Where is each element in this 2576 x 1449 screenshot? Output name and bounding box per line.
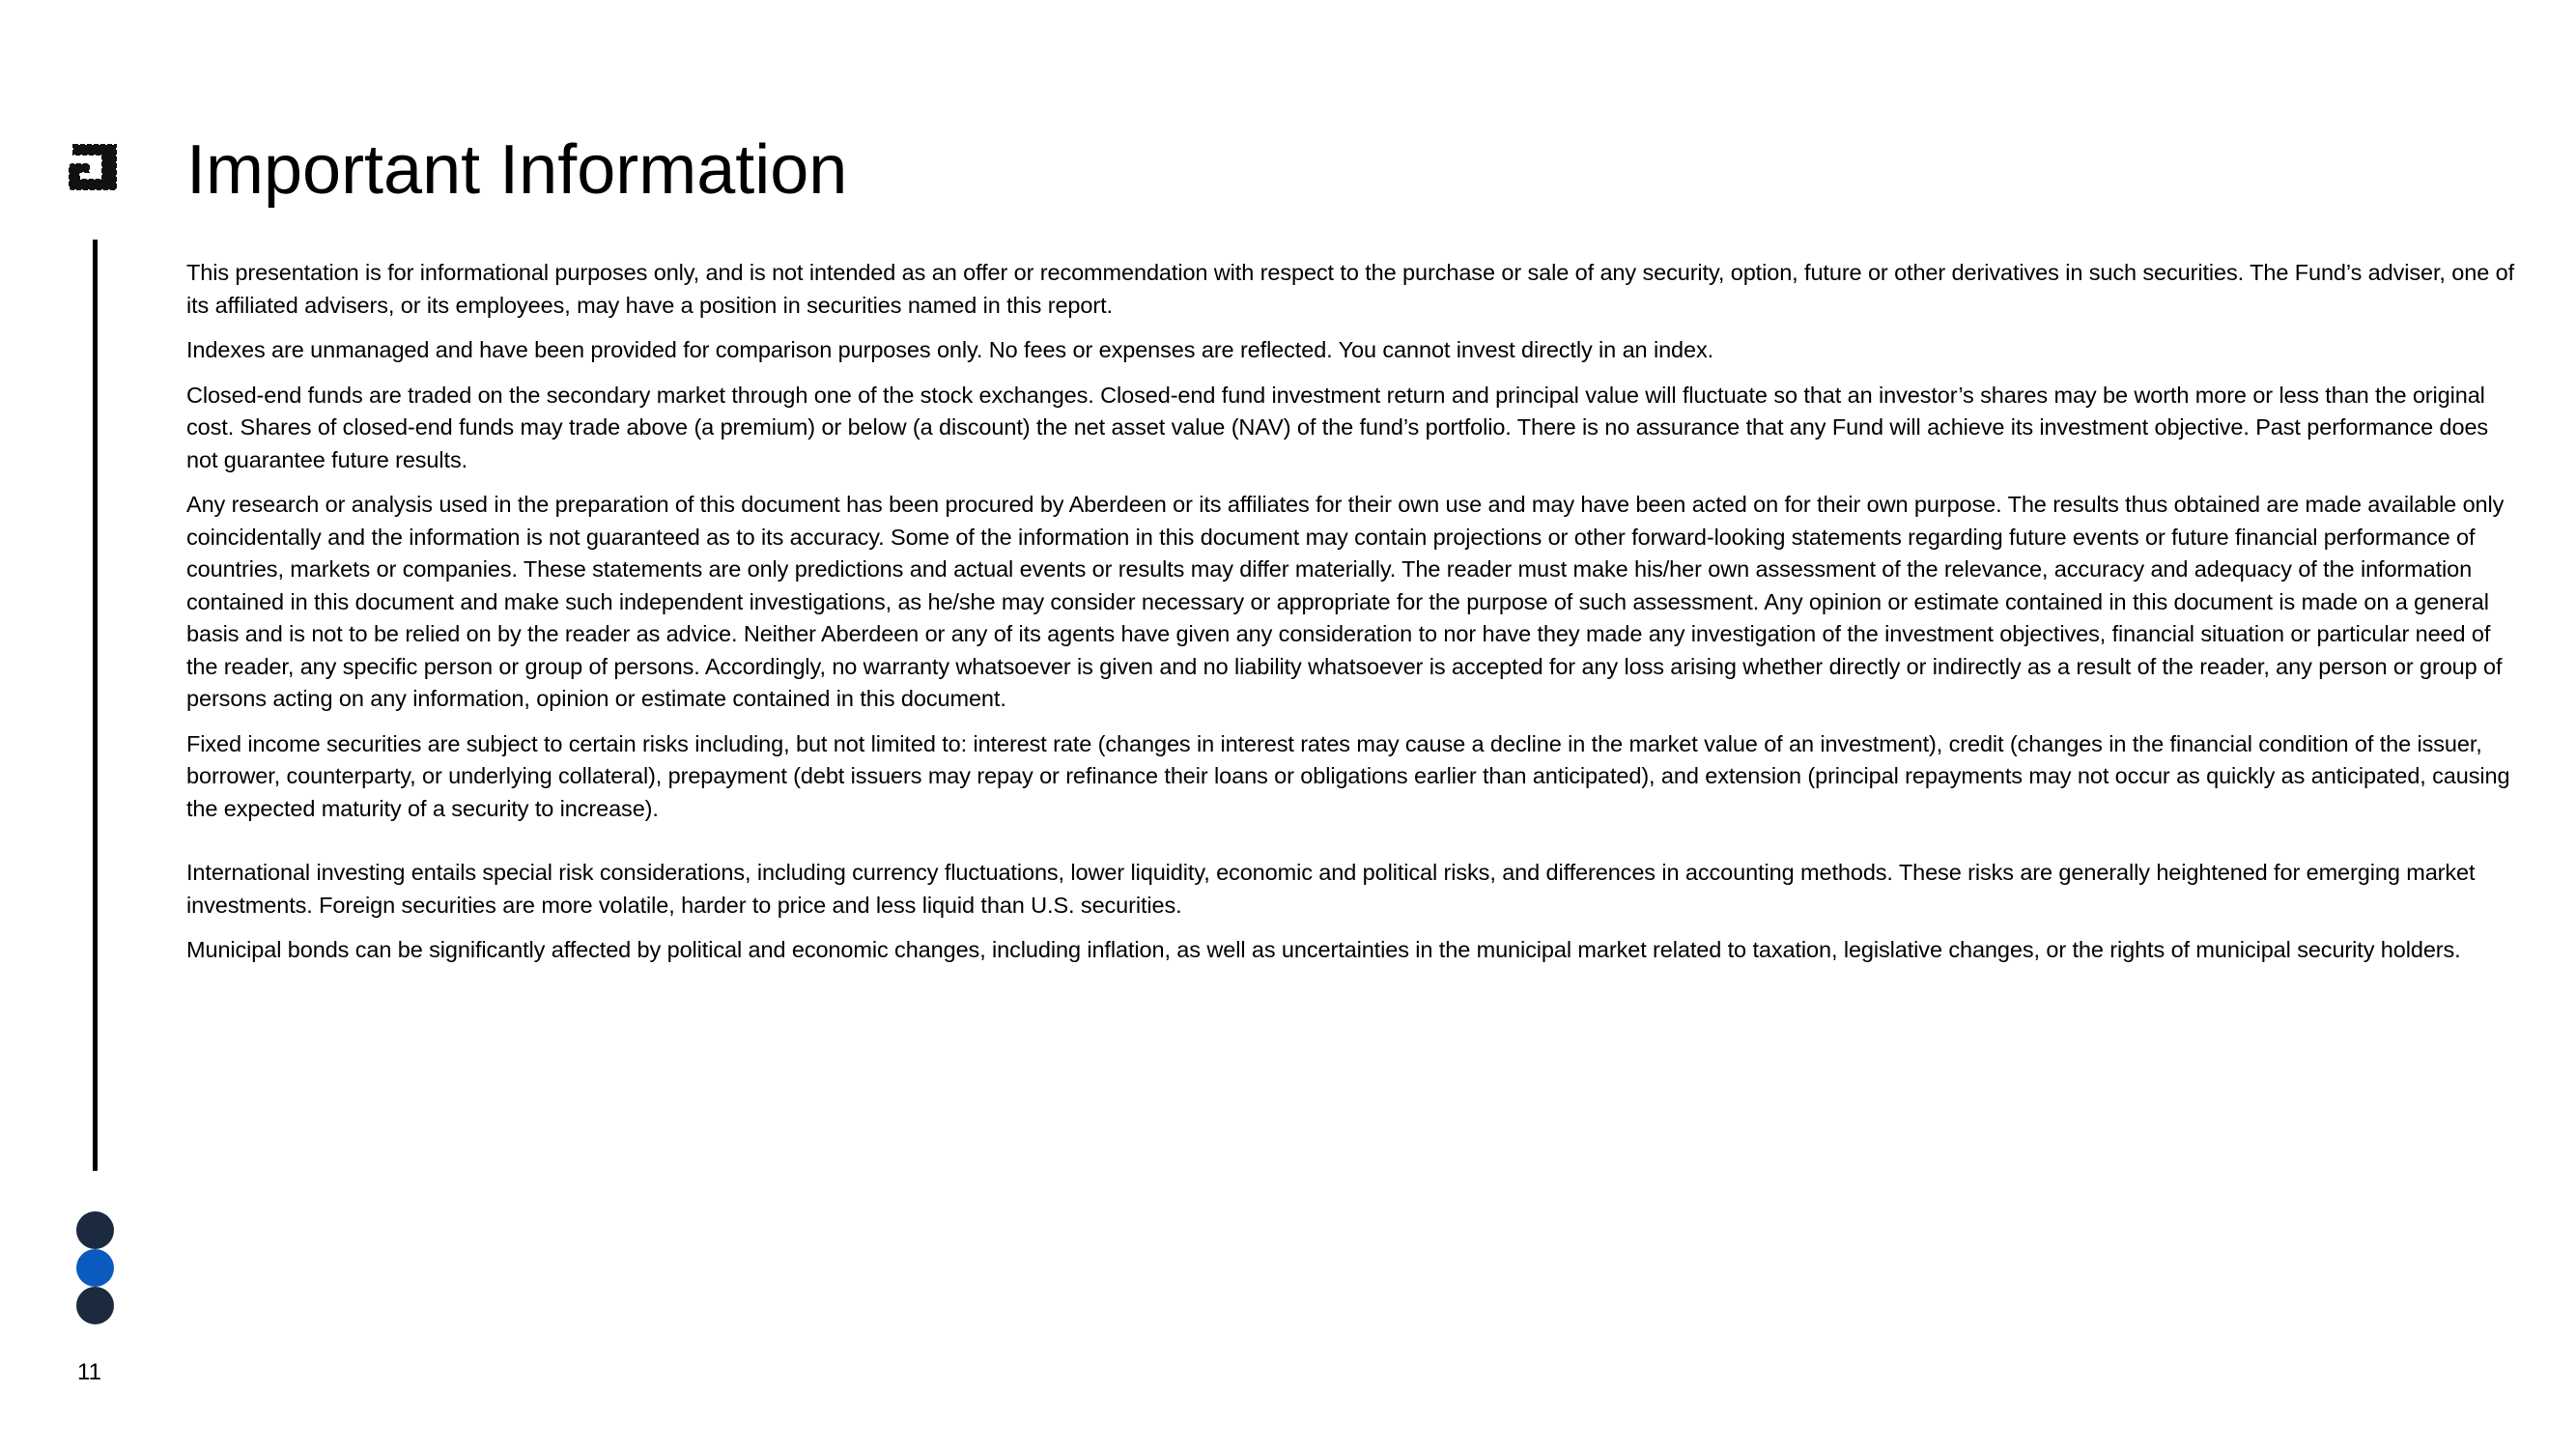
aberdeen-a-logo-icon [68,143,122,191]
page-title: Important Information [186,131,848,209]
dot-dark-icon [76,1287,114,1324]
vertical-accent-line [93,240,98,1171]
paragraph-municipal-bonds: Municipal bonds can be significantly affected by political and economic changes, including inflation, as well as uncertainties in the municipal market related to taxation, legislative changes, or the rights of municipal security holders. [186,937,2461,962]
paragraph-research: Any research or analysis used in the preparation of this document has been procured by Aberdeen or its affiliates for their own use and may have been acted on for their own purpose. The results thus obtained are made available only coincidentally and the information is not guaranteed as to its accuracy. Some of the information in this document may contain projections or other forward-looking statements regarding future events or future financial performance of countries, markets or companies. These statements are only predictions and actual events or results may differ materially. The reader must make his/her own assessment of the relevance, accuracy and adequacy of the information contained in this document and make such independent investigations, as he/she may consider necessary or appropriate for the purpose of such assessment. Any opinion or estimate contained in this document is made on a general basis and is not to be relied on by the reader as advice. Neither Aberdeen or any of its agents have given any consideration to nor have they made any investigation of the investment objectives, financial situation or particular need of the reader, any specific person or group of persons. Accordingly, no warranty whatsoever is given and no liability whatsoever is accepted for any loss arising whether directly or indirectly as a result of the reader, any person or group of persons acting on any information, opinion or estimate contained in this document. [186,492,2505,711]
paragraph-international: International investing entails special risk considerations, including currency fluctuations, lower liquidity, economic and political risks, and differences in accounting methods. These risks are generally heightened for emerging market investments. Foreign securities are more volatile, harder to price and less liquid than U.S. securities. [186,860,2476,918]
dot-blue-icon [76,1249,114,1287]
paragraph-closed-end-funds: Closed-end funds are traded on the secondary market through one of the stock exchanges. Closed-end fund investment return and principal value will fluctuate so that an investor’s shares may be worth more or less than the original cost. Shares of closed-end funds may trade above (a premium) or below (a discount) the net asset value (NAV) of the fund’s portfolio. There is no assurance that any Fund will achieve its investment objective. Past performance does not guarantee future results. [186,382,2489,472]
page-number: 11 [77,1359,101,1385]
dot-dark-icon [76,1211,114,1249]
paragraph-fixed-income: Fixed income securities are subject to certain risks including, but not limited to: interest rate (changes in interest rates may cause a decline in the market value of an investment), credit (changes in the financial condition of the issuer, borrower, counterparty, or underlying collateral), prepayment (debt issuers may repay or refinance their loans or obligations earlier than anticipated), and extension (principal repayments may not occur as quickly as anticipated, causing the expected maturity of a security to increase). [186,730,2510,821]
paragraph-indexes: Indexes are unmanaged and have been provided for comparison purposes only. No fees or expenses are reflected. You cannot invest directly in an index. [186,337,1714,362]
disclaimer-body [186,257,2524,980]
paragraph-purpose: This presentation is for informational purposes only, and is not intended as an offer or recommendation with respect to the purchase or sale of any security, option, future or other derivatives in such securities. The Fund’s adviser, one of its affiliated advisers, or its employees, may have a position in securities named in this report. [186,260,2515,318]
